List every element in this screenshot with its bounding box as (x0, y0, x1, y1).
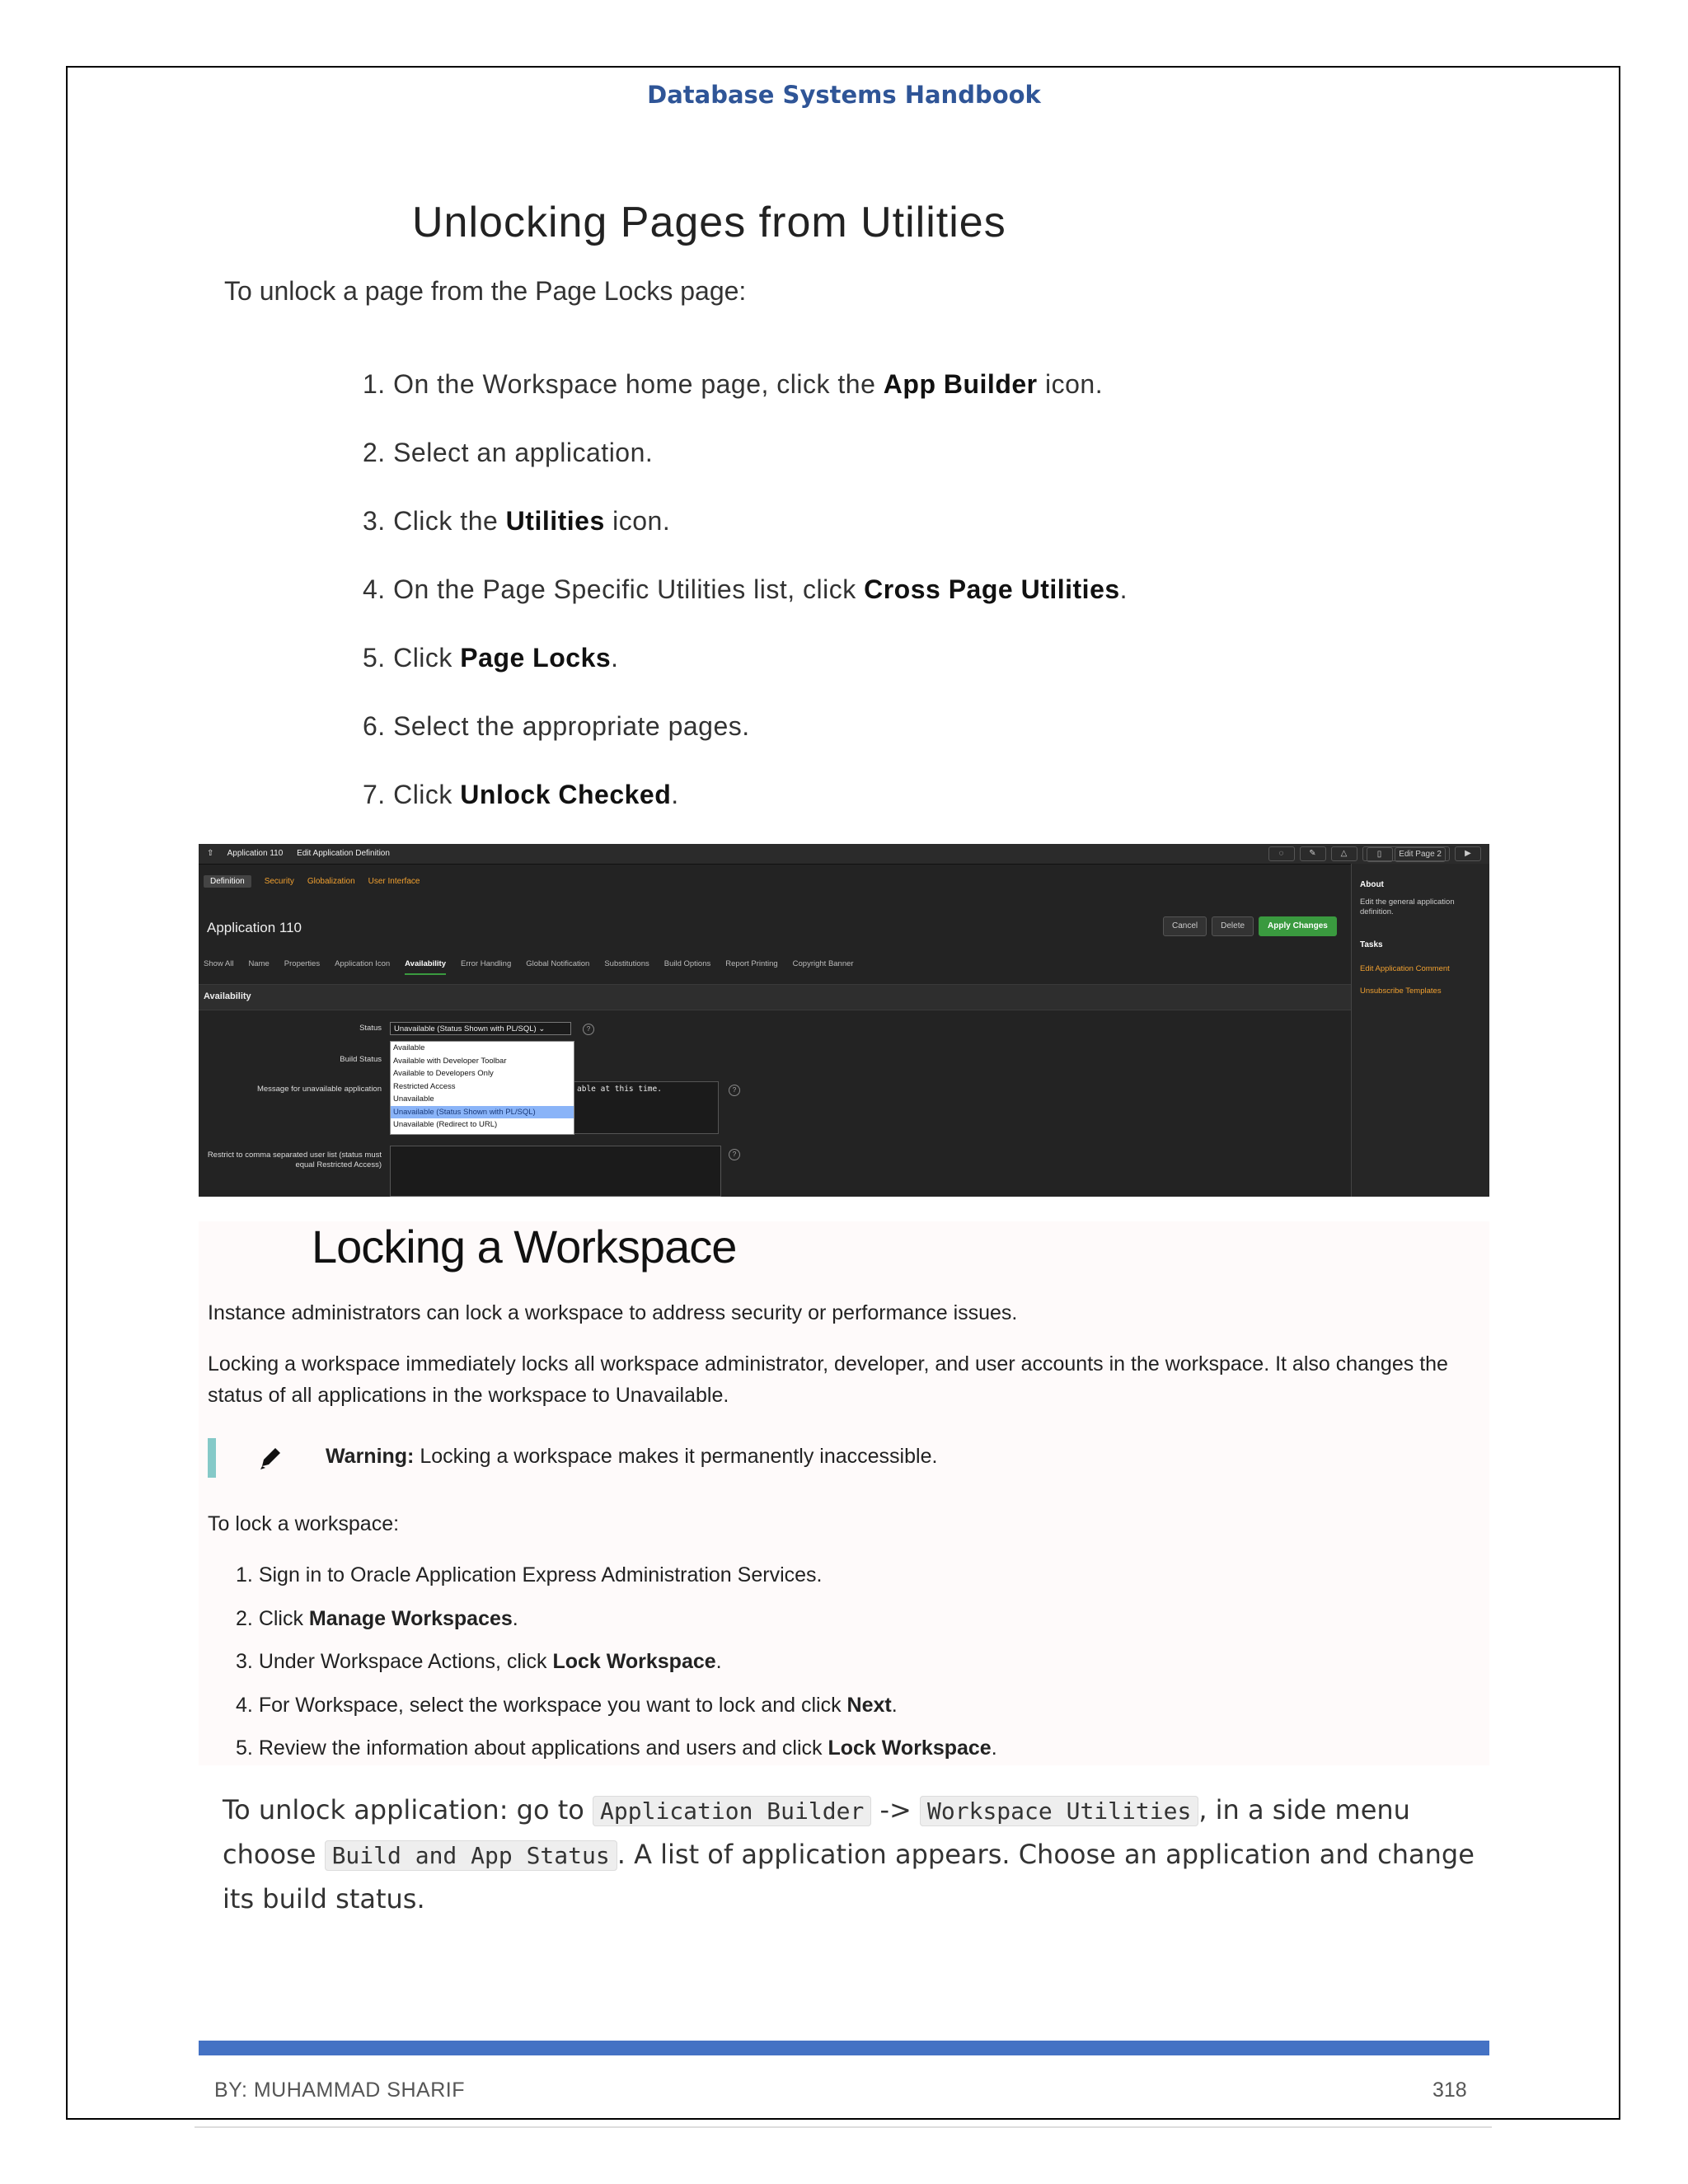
tab-global-notification[interactable]: Global Notification (526, 959, 590, 968)
tab-name[interactable]: Name (248, 959, 270, 968)
tab-report-printing[interactable]: Report Printing (725, 959, 778, 968)
apex-top-bar (199, 844, 1489, 865)
bottom-divider (195, 2126, 1492, 2128)
warning-text: Warning: Locking a workspace makes it permanently inaccessible. (326, 1445, 938, 1468)
secondary-tabs (204, 959, 854, 975)
list-item: 4. On the Page Specific Utilities list, click Cross Page Utilities. (363, 574, 1128, 604)
section-title-locking-workspace: Locking a Workspace (312, 1221, 737, 1272)
action-buttons (1163, 916, 1337, 936)
paragraph: Locking a workspace immediately locks all workspace administrator, developer, and user accounts in the workspace. It also changes the status of all applications in the workspace to Unavailable. (208, 1352, 1448, 1407)
tab-security[interactable]: Security (264, 877, 294, 886)
breadcrumb-current: Edit Application Definition (297, 849, 390, 858)
dropdown-option[interactable]: Unavailable (Redirect to URL) (393, 1120, 498, 1129)
right-side-panel (1351, 864, 1489, 1197)
pencil-icon (256, 1443, 285, 1473)
application-title: Application 110 (207, 920, 302, 935)
list-item: 2. Select an application. (363, 438, 654, 467)
primary-tabs (204, 877, 420, 888)
footer-author: BY: MUHAMMAD SHARIF (214, 2079, 465, 2102)
help-icon[interactable]: ? (583, 1024, 594, 1035)
up-arrow-icon[interactable]: ⇧ (207, 849, 214, 858)
shared-components-icon[interactable]: △ (1331, 846, 1357, 861)
list-item: 3. Under Workspace Actions, click Lock Workspace. (236, 1650, 722, 1673)
code-application-builder: Application Builder (593, 1796, 871, 1826)
list-item: 5. Click Page Locks. (363, 643, 619, 673)
restrict-label: Restrict to comma separated user list (status must equal Restricted Access) (207, 1151, 382, 1169)
dropdown-option[interactable]: Unavailable (393, 1094, 434, 1104)
unsubscribe-templates-link[interactable]: Unsubscribe Templates (1360, 987, 1442, 996)
dropdown-option[interactable]: Restricted Access (393, 1081, 456, 1091)
paragraph: Instance administrators can lock a workspace to address security or performance issues. (208, 1301, 1018, 1324)
tab-availability[interactable]: Availability (405, 959, 446, 975)
footer-bar (199, 2041, 1489, 2055)
status-label: Status (359, 1024, 382, 1033)
tasks-heading: Tasks (1360, 940, 1383, 949)
build-status-label: Build Status (340, 1055, 382, 1064)
code-build-app-status: Build and App Status (325, 1840, 617, 1871)
list-item: 1. On the Workspace home page, click the App Builder icon. (363, 369, 1104, 399)
tab-show-all[interactable]: Show All (204, 959, 234, 968)
list-item: 1. Sign in to Oracle Application Express Administration Services. (236, 1563, 823, 1586)
tab-globalization[interactable]: Globalization (307, 877, 355, 886)
tab-error-handling[interactable]: Error Handling (460, 959, 512, 968)
dropdown-option[interactable]: Available (393, 1043, 425, 1052)
message-label: Message for unavailable application (256, 1085, 382, 1094)
status-select[interactable]: Unavailable (Status Shown with PL/SQL) ⌄ (390, 1022, 571, 1035)
restrict-users-textarea[interactable] (390, 1146, 721, 1197)
page-number: 318 (1432, 2079, 1467, 2102)
lock-steps-list (236, 1559, 997, 1776)
code-workspace-utilities: Workspace Utilities (920, 1796, 1198, 1826)
dropdown-option-selected[interactable]: Unavailable (Status Shown with PL/SQL) (391, 1106, 574, 1119)
message-textarea[interactable]: able at this time. (574, 1081, 719, 1134)
tab-build-options[interactable]: Build Options (663, 959, 711, 968)
document-header-title: Database Systems Handbook (647, 81, 1041, 109)
tab-user-interface[interactable]: User Interface (368, 877, 420, 886)
tab-application-icon[interactable]: Application Icon (335, 959, 391, 968)
list-item: 5. Review the information about applications and users and click Lock Workspace. (236, 1736, 997, 1760)
apply-changes-button[interactable]: Apply Changes (1259, 916, 1337, 936)
callout-bar (208, 1438, 216, 1478)
status-dropdown-list (390, 1041, 574, 1135)
tab-definition[interactable]: Definition (204, 875, 251, 888)
edit-application-comment-link[interactable]: Edit Application Comment (1360, 964, 1450, 973)
list-item: 7. Click Unlock Checked. (363, 780, 679, 809)
chevron-down-icon: ⌄ (538, 1024, 546, 1033)
apex-edit-application-screenshot (199, 844, 1489, 1197)
help-icon[interactable]: ? (729, 1085, 740, 1096)
tab-copyright-banner[interactable]: Copyright Banner (792, 959, 854, 968)
tab-substitutions[interactable]: Substitutions (604, 959, 649, 968)
cancel-button[interactable]: Cancel (1163, 916, 1207, 936)
top-icon-group (1268, 846, 1482, 861)
tab-properties[interactable]: Properties (284, 959, 321, 968)
run-icon[interactable]: ▶ (1455, 846, 1481, 861)
availability-section-header: Availability (199, 984, 1351, 1010)
comment-icon[interactable]: ◌ (1268, 846, 1295, 861)
dropdown-option[interactable]: Available with Developer Toolbar (393, 1056, 507, 1066)
section-title-unlocking-pages: Unlocking Pages from Utilities (412, 199, 1006, 246)
about-text: Edit the general application definition. (1360, 898, 1455, 916)
breadcrumb-application[interactable]: Application 110 (227, 849, 284, 858)
tool-icon[interactable]: ✎ (1300, 846, 1326, 861)
unlock-application-paragraph: To unlock application: go to Application Builder -> Workspace Utilities , in a side menu choose Build and App Status . A list of application appears. Choose an application and change its build status. (223, 1794, 1475, 1915)
warning-callout (208, 1438, 1461, 1478)
dropdown-option[interactable]: Available to Developers Only (393, 1069, 494, 1078)
help-icon[interactable]: ? (729, 1149, 740, 1160)
lock-intro: To lock a workspace: (208, 1512, 400, 1535)
list-item: 2. Click Manage Workspaces. (236, 1606, 518, 1630)
list-item: 4. For Workspace, select the workspace you want to lock and click Next. (236, 1693, 898, 1717)
list-item: 3. Click the Utilities icon. (363, 506, 671, 536)
list-item: 6. Select the appropriate pages. (363, 711, 750, 741)
unlock-steps-list (363, 368, 1128, 846)
page-icon: ▯ (1367, 847, 1393, 862)
breadcrumb (207, 849, 401, 858)
about-heading: About (1360, 880, 1384, 889)
section-intro: To unlock a page from the Page Locks page: (224, 276, 747, 306)
delete-button[interactable]: Delete (1212, 916, 1254, 936)
edit-page-button[interactable]: ▯ Edit Page 2 (1362, 846, 1451, 861)
